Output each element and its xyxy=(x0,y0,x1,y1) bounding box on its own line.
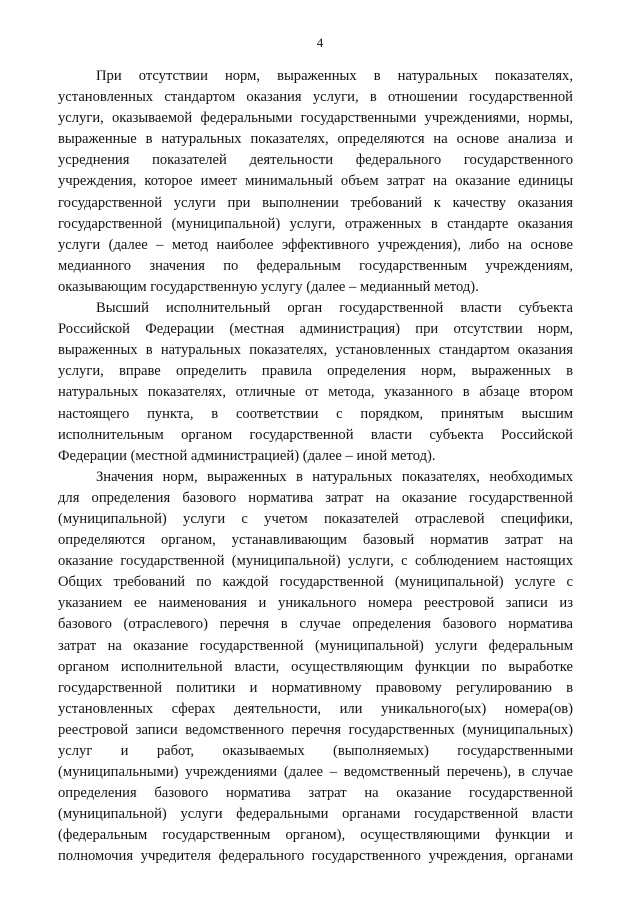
text-line: услуги, вправе определить правила определения норм, выраженных в xyxy=(58,363,573,380)
text-line: (муниципальной) услуги с учетом показателей отраслевой специфики, xyxy=(58,510,573,527)
text-line: для определения базового норматива затрат на оказание государственной xyxy=(58,489,573,506)
text-line: государственной политики и нормативному правовому регулированию в xyxy=(58,679,573,696)
text-line: оказывающим государственную услугу (далее – медианный метод). xyxy=(58,278,479,295)
text-line: Федерации (местной администрацией) (далее – иной метод). xyxy=(58,447,436,464)
paragraph xyxy=(58,66,573,298)
paragraph xyxy=(58,467,573,868)
document-body xyxy=(58,66,573,868)
text-line: установленных сферах деятельности, или уникального(ых) номера(ов) xyxy=(58,700,573,717)
text-line: медианного значения по федеральным государственным учреждениям, xyxy=(58,257,573,274)
text-line: (муниципальной) услуги федеральными органами государственной власти xyxy=(58,806,573,823)
text-line: исполнительным органом государственной власти субъекта Российской xyxy=(58,426,573,443)
text-line: Значения норм, выраженных в натуральных показателях, необходимых xyxy=(96,468,573,485)
text-line: определяются органом, устанавливающим базовый норматив затрат на xyxy=(58,532,573,549)
text-line: (федеральным государственным органом), осуществляющими функции и xyxy=(58,827,573,844)
text-line: базового (отраслевого) перечня в случае определения базового норматива xyxy=(58,616,573,633)
text-line: государственной услуги при выполнении требований к качеству оказания xyxy=(58,194,573,211)
text-line: (муниципальными) учреждениями (далее – ведомственный перечень), в случае xyxy=(58,764,573,781)
text-line: затрат на оказание государственной (муниципальной) услуги федеральным xyxy=(58,637,573,654)
text-line: усреднения показателей деятельности федерального государственного xyxy=(58,152,573,169)
paragraph xyxy=(58,298,573,467)
text-line: Российской Федерации (местная администрация) при отсутствии норм, xyxy=(58,321,573,338)
text-line: оказание государственной (муниципальной) услуги, с соблюдением настоящих xyxy=(58,553,573,570)
text-line: органом исполнительной власти, осуществляющим функции по выработке xyxy=(58,658,573,675)
text-line: Высший исполнительный орган государственной власти субъекта xyxy=(96,300,573,317)
text-line: Общих требований по каждой государственной (муниципальной) услуге с xyxy=(58,574,573,591)
text-line: услуги, оказываемой федеральными государственными учреждениями, нормы, xyxy=(58,110,573,127)
text-line: настоящего пункта, в соответствии с порядком, принятым высшим xyxy=(58,405,573,422)
text-line: полномочия учредителя федерального государственного учреждения, органами xyxy=(58,848,573,865)
text-line: учреждения, которое имеет минимальный объем затрат на оказание единицы xyxy=(58,173,573,190)
text-line: выраженных в натуральных показателях, установленных стандартом оказания xyxy=(58,342,573,359)
text-line: определения базового норматива затрат на оказание государственной xyxy=(58,785,573,802)
text-line: При отсутствии норм, выраженных в натуральных показателях, xyxy=(96,68,573,84)
text-line: услуг и работ, оказываемых (выполняемых) государственными xyxy=(58,743,573,759)
text-line: натуральных показателях, отличные от метода, указанного в абзаце втором xyxy=(58,384,573,401)
text-line: реестровой записи ведомственного перечня государственных (муниципальных) xyxy=(58,721,573,738)
text-line: выраженные в натуральных показателях, определяются на основе анализа и xyxy=(58,131,573,148)
page-number: 4 xyxy=(316,35,324,50)
text-line: установленных стандартом оказания услуги, в отношении государственной xyxy=(58,89,573,106)
text-line: услуги (далее – метод наиболее эффективного учреждения), либо на основе xyxy=(58,236,573,253)
text-line: указанием ее наименования и уникального номера реестровой записи из xyxy=(58,595,573,612)
text-line: государственной (муниципальной) услуги, отраженных в стандарте оказания xyxy=(58,215,573,232)
